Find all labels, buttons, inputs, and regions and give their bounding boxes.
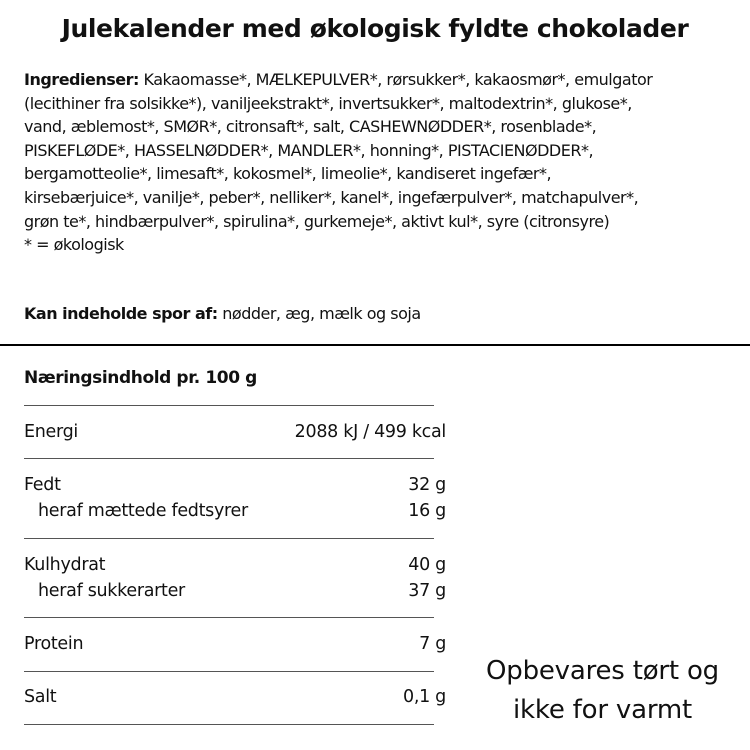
nutrient-value: 0,1 g: [402, 687, 446, 707]
nutrient-label: heraf mættede fedtsyrer: [38, 501, 248, 521]
nutrient-value: 7 g: [419, 634, 446, 654]
nutrition-rule: [24, 458, 434, 459]
allergen-label: Kan indeholde spor af:: [24, 304, 218, 323]
nutrient-label: Kulhydrat: [24, 555, 106, 575]
nutrient-value: 2088 kJ / 499 kcal: [294, 422, 446, 442]
nutrition-rule: [24, 724, 434, 725]
nutrient-value: 16 g: [408, 501, 446, 521]
nutrition-heading: Næringsindhold pr. 100 g: [24, 368, 257, 388]
section-divider: [0, 344, 750, 346]
nutrient-label: Fedt: [24, 475, 61, 495]
ingredients-line: bergamotteolie*, limesaft*, kokosmel*, limeolie*, kandiseret ingefær*,: [24, 164, 552, 184]
organic-footnote: * = økologisk: [24, 235, 124, 255]
ingredients-section: [24, 68, 734, 257]
allergen-text: nødder, æg, mælk og soja: [217, 304, 421, 323]
nutrient-label: Salt: [24, 687, 57, 707]
nutrition-rule: [24, 671, 434, 672]
storage-line: ikke for varmt: [513, 695, 692, 725]
product-title: Julekalender med økologisk fyldte chokolader: [61, 14, 689, 43]
nutrient-value: 32 g: [408, 475, 446, 495]
ingredients-line: (lecithiner fra solsikke*), vaniljeekstrakt*, invertsukker*, maltodextrin*, glukose*,: [24, 93, 632, 113]
ingredients-line: PISKEFLØDE*, HASSELNØDDER*, MANDLER*, honning*, PISTACIENØDDER*,: [24, 140, 594, 160]
ingredients-line: vand, æblemost*, SMØR*, citronsaft*, salt, CASHEWNØDDER*, rosenblade*,: [24, 117, 597, 137]
nutrient-label: Protein: [24, 634, 84, 654]
nutrient-value: 37 g: [408, 581, 446, 601]
ingredients-line: kirsebærjuice*, vanilje*, peber*, nelliker*, kanel*, ingefærpulver*, matchapulver*,: [24, 187, 639, 207]
nutrition-rule: [24, 538, 434, 539]
nutrition-rule: [24, 617, 434, 618]
nutrient-label: heraf sukkerarter: [38, 581, 185, 601]
nutrient-label: Energi: [24, 422, 78, 442]
nutrient-value: 40 g: [408, 555, 446, 575]
ingredients-text: Kakaomasse*, MÆLKEPULVER*, rørsukker*, kakaosmør*, emulgator: [138, 70, 653, 89]
ingredients-line: [24, 68, 734, 92]
allergen-statement: [24, 304, 734, 323]
nutrition-rule: [24, 405, 434, 406]
ingredients-line: grøn te*, hindbærpulver*, spirulina*, gurkemeje*, aktivt kul*, syre (citronsyre): [24, 211, 610, 231]
ingredients-label: Ingredienser:: [24, 70, 139, 89]
storage-instructions: [470, 652, 735, 730]
storage-line: Opbevares tørt og: [486, 656, 719, 686]
